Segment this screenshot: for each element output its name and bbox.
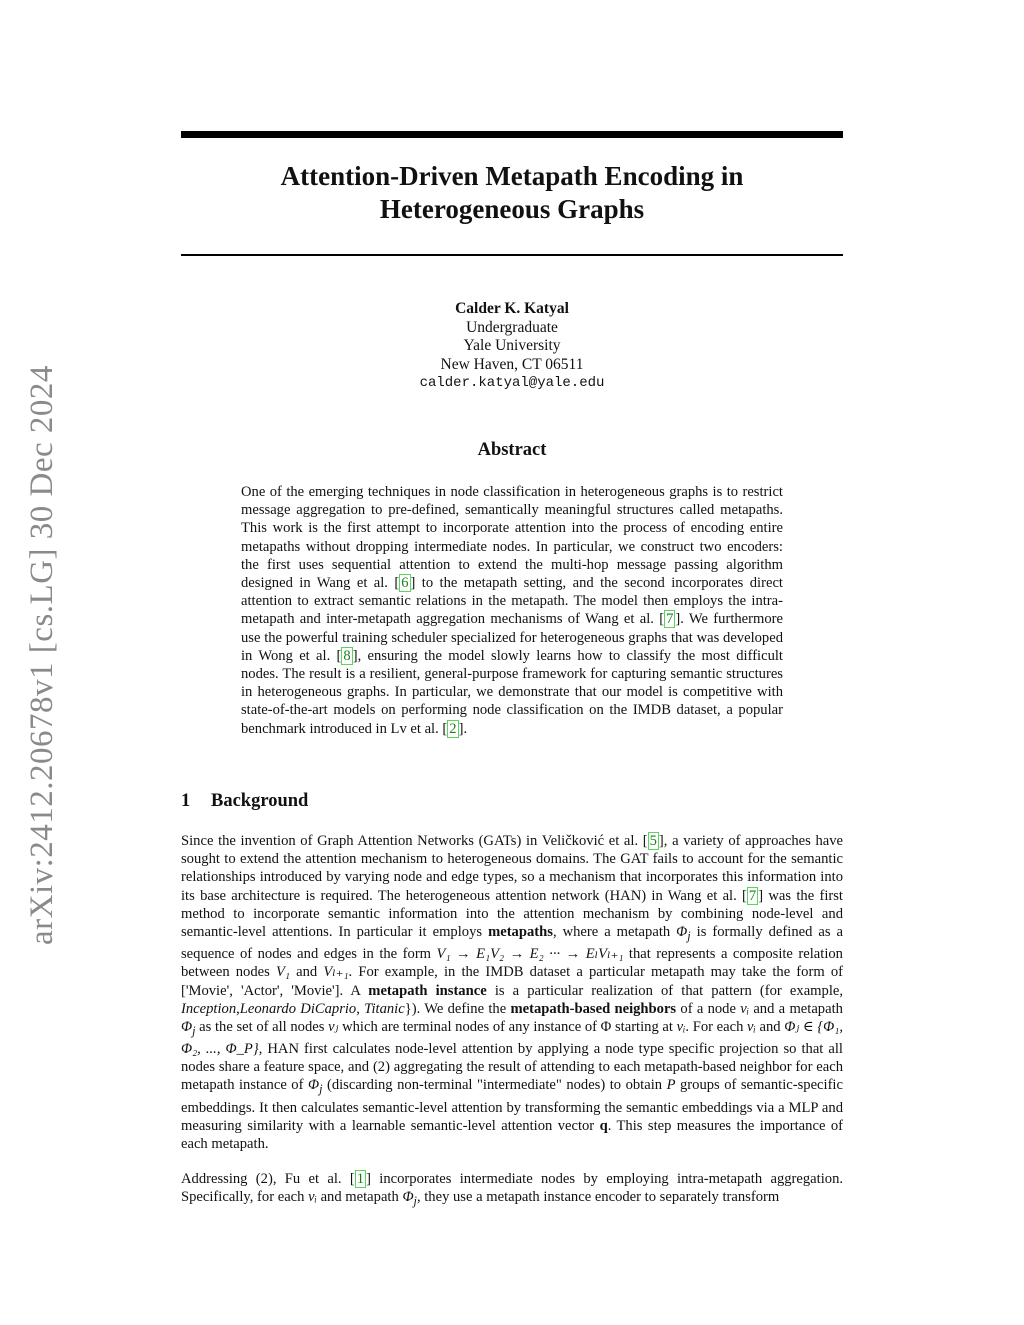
math-symbol: Φ — [402, 1189, 414, 1206]
bold-term: q — [599, 1117, 608, 1134]
math-symbol: Φ — [307, 1077, 320, 1094]
body-paragraph: Addressing (2), Fu et al. [ 1 ] incorporates intermediate nodes by employing intra-metapath aggregation. Specifically, for each vᵢ and metapath $\Phi_j$, they use a metapath instance encoder to separately transform — [181, 1171, 844, 1209]
citation-link[interactable]: 7 — [666, 611, 674, 628]
author-role: Undergraduate — [466, 318, 558, 336]
math-expression: V₁ → E₁V₂ → E₂ ··· → EₗVₗ₊₁ — [436, 946, 624, 963]
math-symbol: Φ — [181, 1018, 193, 1035]
body-text: , — [356, 1000, 360, 1017]
author-location: New Haven, CT 06511 — [440, 355, 584, 373]
body-text: is a particular realization of that pattern (for example, — [494, 982, 843, 999]
abstract-body: One of the emerging techniques in node classification in heterogeneous graphs is to restrict message aggregation to pre-defined, semantically meaningful structures called metapaths. This work is the first attempt to incorporate attention into the process of encoding entire metapaths without dropping intermediate nodes. In particular, we construct two encoders: the first uses sequential attention to extend the multi-hop message passing algorithm designed in Wang et al. [ 6 ] to the metapath setting, and the second incorporates direct attention to extract semantic relations in the metapath. The model then employs the intra-metapath and inter-metapath aggregation mechanisms of Wang et al. [ 7 ]. We furthermore use the powerful training scheduler specialized for heterogeneous graphs that was developed in Wong et al. [ 8 ], ensuring the model slowly learns how to classify the most difficult nodes. The result is a resilient, general-purpose framework for capturing semantic structures in heterogeneous graphs. In particular, we demonstrate that our model is competitive with state-of-the-art models on performing node classification on the IMDB dataset, a popular benchmark introduced in Lv et al. [ 2 ]. — [241, 484, 783, 737]
citation-link[interactable]: 5 — [649, 833, 657, 849]
citation-link[interactable]: 7 — [748, 887, 757, 904]
body-text: , — [236, 1000, 240, 1017]
abstract-text: . — [463, 720, 468, 737]
body-text: . This step measures the importance of each metapath. — [181, 1117, 843, 1152]
italic-term: Inception — [181, 1000, 237, 1017]
author-name: Calder K. Katyal — [455, 300, 569, 317]
citation-link[interactable]: 8 — [343, 647, 351, 664]
citation-link[interactable]: 6 — [401, 575, 409, 592]
math-symbol: vᵢ — [740, 1000, 750, 1017]
italic-term: Leonardo DiCaprio — [239, 1000, 357, 1017]
math-symbol: vᵢ — [676, 1018, 686, 1035]
math-symbol: Φ — [676, 924, 688, 941]
math-symbol: vᵢ — [308, 1189, 317, 1206]
author-email[interactable]: calder.katyal@yale.edu — [419, 375, 605, 391]
arxiv-identifier-stamp: arXiv:2412.20678v1 [cs.LG] 30 Dec 2024 — [24, 365, 60, 945]
citation-link[interactable]: 1 — [356, 1171, 365, 1187]
body-text: Since the invention of Graph Attention Networks (GATs) in Veličković et al. — [181, 833, 639, 849]
body-text: incorporates intermediate nodes by employing intra-metapath aggregation. Specifically, for each — [181, 1171, 844, 1206]
body-text: that represents a composite relation between nodes — [181, 946, 843, 981]
math-symbol: vᵢ — [747, 1018, 756, 1035]
body-text: , they use a metapath instance encoder to separately transform — [416, 1189, 780, 1206]
body-text: and — [296, 964, 318, 981]
body-text: (discarding non-terminal "intermediate" nodes) to obtain — [326, 1077, 663, 1094]
abstract-text: One of the emerging techniques in node classification in heterogeneous graphs is to restrict message aggregation to pre-defined, semantically meaningful structures called metapaths. This work is the first attempt to incorporate attention into the process of encoding entire metapaths without dropping intermediate nodes. In particular, we construct two encoders: the first uses sequential attention to extend the multi-hop message passing algorithm designed in Wang et al. — [241, 484, 783, 592]
math-subscript: j — [687, 928, 691, 943]
math-symbol: Vₗ₊₁ — [323, 964, 349, 981]
body-text: was the first method to incorporate semantic information into the attention mechanism by combining node-level and semantic-level attentions. In particular it employs — [181, 887, 843, 941]
body-text: of a node — [680, 1000, 736, 1017]
body-text: }). We define the — [404, 1000, 507, 1017]
section-title: Background — [211, 791, 309, 811]
bold-term: metapaths — [488, 924, 553, 941]
body-text: , HAN first calculates node-level attention by applying a node type specific projection so that all nodes share a feature space, and (2) aggregating the result of attending to each metapath-based neighbor for each metapath instance of — [181, 1041, 843, 1094]
abstract-text: , ensuring the model slowly learns how to classify the most difficult nodes. The result is a resilient, general-purpose framework for capturing semantic structures in heterogeneous graphs. In particular, we demonstrate that our model is competitive with state-of-the-art models on performing node classification on the IMDB dataset, a popular benchmark introduced in Lv et al. — [241, 647, 783, 737]
body-text: . For each — [685, 1018, 744, 1035]
paper-title-line-2: Heterogeneous Graphs — [379, 194, 645, 224]
bold-term: metapath instance — [368, 982, 487, 999]
paper-title — [181, 160, 843, 226]
body-text: , where a metapath — [552, 924, 671, 941]
body-text: . For example, in the IMDB dataset a particular metapath may take the form of ['Movie', 'Actor', 'Movie']. A — [181, 964, 843, 999]
body-text: as the set of all nodes — [199, 1018, 325, 1035]
body-text: and metapath — [320, 1189, 399, 1206]
body-text: is formally defined as a sequence of nodes and edges in the form — [181, 924, 844, 963]
section-heading — [181, 791, 308, 812]
body-text: , a variety of approaches have sought to extend the attention mechanism to heterogeneous domains. The GAT fails to account for the semantic relationships introduced by varying node and edge types, so a mechanism that incorporates this information into its base architecture is required. The heterogeneous attention network (HAN) in Wang et al. — [181, 833, 843, 904]
section-number: 1 — [181, 791, 191, 811]
body-text: Addressing (2), Fu et al. — [181, 1171, 342, 1187]
title-bottom-rule — [181, 254, 843, 256]
title-top-rule — [181, 131, 843, 138]
math-expression: Φⱼ ∈ {Φ₁, Φ₂, ..., Φ_P} — [181, 1018, 843, 1058]
citation-link[interactable]: 2 — [449, 720, 457, 737]
math-symbol: P — [666, 1077, 676, 1094]
body-text: which are terminal nodes of any instance of Φ starting at — [342, 1018, 673, 1035]
author-block — [0, 300, 1024, 393]
bold-term: metapath-based neighbors — [510, 1000, 677, 1017]
paper-title-line-1: Attention-Driven Metapath Encoding in — [280, 161, 744, 191]
author-affiliation: Yale University — [463, 337, 561, 354]
math-symbol: V₁ — [275, 964, 290, 981]
body-text: groups of semantic-specific embeddings. It then calculates semantic-level attention by transforming the semantic embeddings via a MLP and measuring similarity with a learnable semantic-level attention vector — [181, 1077, 843, 1134]
body-text: and a metapath — [753, 1000, 843, 1017]
italic-term: Titanic — [364, 1000, 405, 1017]
body-text: and — [759, 1018, 781, 1035]
abstract-text: . We furthermore use the powerful training scheduler specialized for heterogeneous graphs that was developed in Wong et al. — [241, 611, 783, 664]
math-symbol: vⱼ — [328, 1018, 339, 1035]
abstract-text: to the metapath setting, and the second incorporates direct attention to extract semantic relations in the metapath. The model then employs the intra-metapath and inter-metapath aggregation mechanisms of Wang et al. — [241, 575, 783, 628]
body-paragraph: Since the invention of Graph Attention Networks (GATs) in Veličković et al. [ 5 ], a variety of approaches have sought to extend the attention mechanism to heterogeneous domains. The GAT fails to account for the semantic relationships introduced by varying node and edge types, so a mechanism that incorporates this information into its base architecture is required. The heterogeneous attention network (HAN) in Wang et al. [ 7 ] was the first method to incorporate semantic information into the attention mechanism by combining node-level and semantic-level attentions. In particular it employs metapaths, where a metapath $\Phi_j$ is formally defined as a sequence of nodes and edges in the form V₁ → E₁V₂ → E₂ ··· → EₗVₗ₊₁ that represents a composite relation between nodes V₁ and Vₗ₊₁. For example, in the IMDB dataset a particular metapath may take the form of ['Movie', 'Actor', 'Movie']. A metapath instance is a particular realization of that pattern (for example, Inception,Leonardo DiCaprio, Titanic}). We define the metapath-based neighbors of a node vᵢ and a metapath $\Phi_j$ as the set of all nodes vⱼ which are terminal nodes of any instance of Φ starting at vᵢ. For each vᵢ and Φⱼ ∈ {Φ₁, Φ₂, ..., Φ_P}, HAN first calculates node-level attention by applying a node type specific projection so that all nodes share a feature space, and (2) aggregating the result of attending to each metapath-based neighbor for each metapath instance of $\Phi_j$ (discarding non-terminal "intermediate" nodes) to obtain P groups of semantic-specific embeddings. It then calculates semantic-level attention by transforming the semantic embeddings via a MLP and measuring similarity with a learnable semantic-level attention vector q. This step measures the importance of each metapath. — [181, 833, 844, 1152]
abstract-heading: Abstract — [477, 440, 547, 460]
